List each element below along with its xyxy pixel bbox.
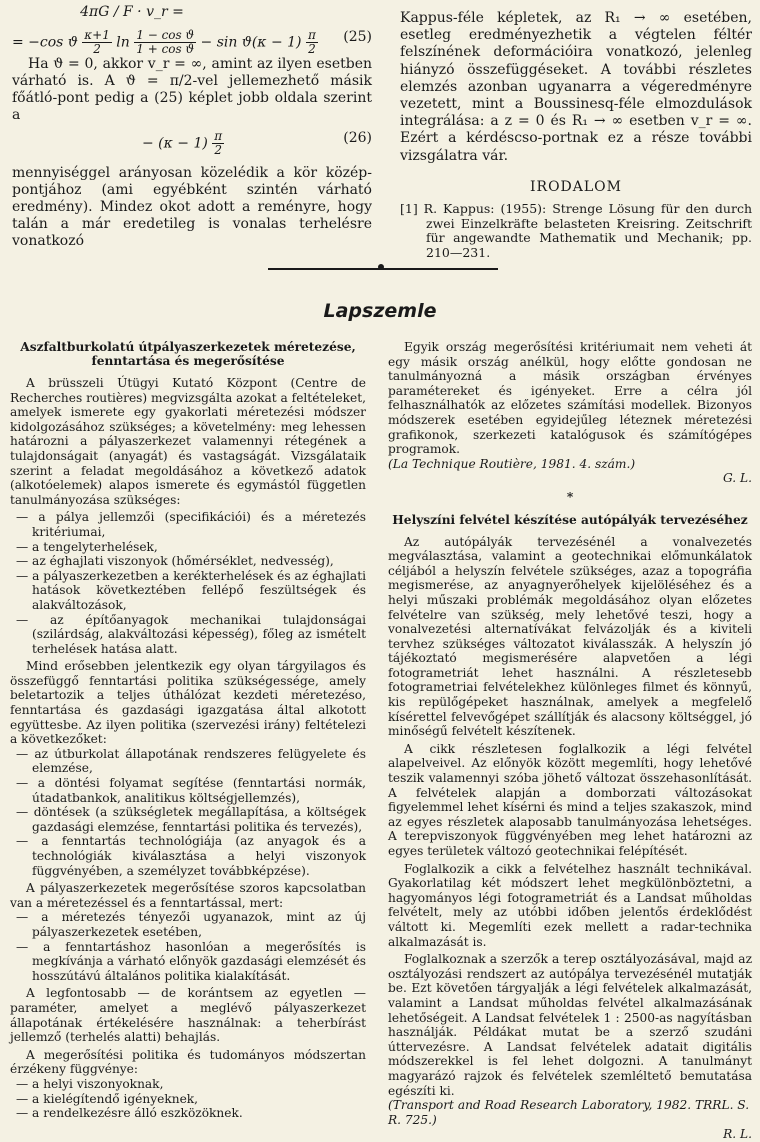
- list-item: — a pálya jellemzői (specifikációi) és a méretezés kritériumai,: [16, 510, 366, 539]
- list-item: — döntések (a szükségletek megállapítása, a költségek gazdasági elemzése, fenntartási politika és tervezés),: [16, 805, 366, 834]
- bullet-list: [10, 510, 366, 656]
- author-signature: G. L.: [722, 471, 752, 486]
- paragraph: Foglalkozik a cikk a felvételhez használt technikával. Gyakorlatilag két módszert lehet megkülönböztetni, a hagyományos légi fotogrametriát és a Landsat műholdas felvételt, mely az utóbbi időben jelentős érdeklődést váltott ki. Megemlíti ezek mellett a radar-technika alkalmazását is.: [388, 861, 752, 949]
- paragraph: Egyik ország megerősítési kritériumait nem veheti át egy másik ország anélkül, hogy előtte gondosan ne tanulmányozná a másik országban érvényes paramétereket és igényeket. Erre a célra jól felhasználhatók az előzetes számítási modellek. Bizonyos módszerek esetében egyidejűleg léteznek méretezési grafikonok, szerkezeti katalógusok és számítógépes programok.: [388, 340, 752, 457]
- section-title: Lapszemle: [323, 300, 437, 322]
- list-item: — a kielégítendő igényeknek,: [16, 1091, 199, 1106]
- author-signature: R. L.: [723, 1127, 752, 1142]
- paragraph: Foglalkoznak a szerzők a terep osztályozásával, majd az osztályozási rendszert az autópálya tervezésénél mutatják be. Ezt követően tárgyalják a légi felvételek alkalmazását, valamint a Landsat műholdas felvétel alkalmazásának lehetőségeit. A Landsat felvételek 1 : 2500-as nagyításban használják. Példákat mutat be a szerző szudáni úttervezésre. A Landsat felvételek adatait digitális módszerekkel is fel lehet dolgozni. A tanulmányt magyarázó rajzok és felvételek szemléltető bemutatása egészíti ki.: [388, 952, 752, 1098]
- list-item: — az építőanyagok mechanikai tulajdonságai (szilárdság, alakváltozási képesség), főleg az ismételt terhelések hatása alatt.: [16, 612, 366, 656]
- paragraph: A brüsszeli Útügyi Kutató Központ (Centre de Recherches routières) megvizsgálta azokat a feltételeket, amelyek ismerete egy gyakorlati méretezési módszer kidolgozásához szükséges; a követelmény: meg lehessen határozni a pályaszerkezet valamennyi rétegének a tulajdonságait (anyagát) és vastagságát. Vizsgálataik szerint a feladat megoldásához a következő adatok (alkotóelemek) alapos ismerete és egymástól független tanulmányozása szükséges:: [10, 376, 367, 507]
- article-title: Aszfaltburkolatú útpályaszerkezetek méretezése, fenntartása és megerősítése: [20, 340, 356, 368]
- article1-column: [10, 340, 366, 1121]
- article-source: (Transport and Road Research Laboratory, 1982. TRRL. S. R. 725.): [388, 1098, 750, 1127]
- paragraph: Kappus-féle képletek, az R₁ → ∞ esetében, esetleg eredményezhetik a végtelen féltér felszínének deformációira vonatkozó, jelenleg hiányzó összefüggéseket. A további részletes elemzés azonban ugyanarra a végeredményre vezetett, mint a Boussinesq-féle elmozdulások integrálása: a z = 0 és R₁ → ∞ esetben v_r = ∞. Ezért a kérdéscso-portnak ez a része további vizsgálatra vár.: [400, 10, 752, 164]
- list-item: — az útburkolat állapotának rendszeres felügyelete és elemzése,: [16, 746, 366, 776]
- article2-column: [388, 340, 752, 1142]
- list-item: — a pályaszerkezetben a kerékterhelések és az éghajlati hatások következtében fellépő feszültségek és alakváltozások,: [16, 568, 366, 612]
- article-separator: *: [566, 489, 574, 504]
- top-right-column: [400, 10, 752, 260]
- paragraph: A cikk részletesen foglalkozik a légi felvétel alapelveivel. Az előnyök között megemlíti, hogy lehetővé teszik valamennyi szóba jöhető változat összehasonlítását. A felvételek alapján a domborzati változásokat figyelemmel lehet kísérni és mind a teljes szakaszok, mind az egyes részletek alaposabb tanulmányozása lehetséges. A terepviszonyok függvényében meg lehet határozni az egyes területek változó geotechnikai felépítését.: [388, 741, 752, 858]
- list-item: — a méretezés tényezői ugyanazok, mint az új pályaszerkezetek esetében,: [16, 910, 366, 939]
- list-item: — a helyi viszonyoknak,: [16, 1076, 164, 1091]
- equation-number: (26): [343, 130, 372, 146]
- paragraph: mennyiséggel arányosan közelédik a kör közép-pontjához (ami egyébként szintén várható eredmény). Mindez okot adott a reményre, hogy talán a már eredetileg is vonalas terhelésre vonatkozó: [12, 165, 372, 249]
- bullet-list: [10, 747, 366, 878]
- paragraph: A pályaszerkezetek megerősítése szoros kapcsolatban van a méretezéssel és a fenntartással, mert:: [10, 881, 366, 910]
- paragraph: A legfontosabb — de korántsem az egyetlen — paraméter, amelyet a meglévő pályaszerkezet állapotának értékelésére használnak: a teherbírást jellemző (terhelés alatti) behajlás.: [10, 986, 366, 1045]
- paragraph: Mind erősebben jelentkezik egy olyan tárgyilagos és összefüggő fenntartási politika szükségessége, amely beletartozik a teljes úthálózat kezdeti méretezéso, fenntartása és gazdasági igazgatása által alkotott együttesbe. Az ilyen politika (szervezési irány) feltételezi a következőket:: [10, 659, 366, 747]
- equation-26: − (κ − 1) $\frac{\pi}{2}$ (26): [142, 129, 372, 157]
- equation-top: 4πG / F · v_r =: [80, 4, 184, 20]
- paragraph: Ha ϑ = 0, akkor v_r = ∞, amint az ilyen esetben várható is. A ϑ = π/2-vel jellemezhető másik főátló-pont pedig a (25) képlet jobb oldala szerint a: [12, 56, 372, 123]
- equation-number: (25): [343, 29, 372, 45]
- references-heading: IRODALOM: [530, 178, 622, 195]
- equation-25: = −cos ϑ $\frac{\kappa+1}{2}$ ln $\frac{\text{1 − cos ϑ}}{\text{1 + cos ϑ}}$ − sin ϑ(κ − 1) $\frac{\pi}{2}$ (25): [12, 28, 372, 56]
- bullet-list: [10, 1077, 366, 1121]
- paragraph: Az autópályák tervezésénél a vonalvezetés megválasztása, valamint a geotechnikai előmunkálatok céljából a helyszín felvétele szükséges, azaz a topográfia megismerése, az anyagnyerőhelyek kijelöléséhez és a helyi műszaki problémák megoldásához olyan előzetes felvételre van szükség, mely lehetővé teszi, hogy a vonalvezetési alternatívákat felvázolják és a kiviteli tervhez szükséges változatot kiválasszák. A helyszín jó tájékoztató megismerésére alapvetően a légi fotogrametriát lehet használni. A részletesebb fotogrametriai felvételekhez különleges filmet és könnyű, kis repülőgépeket használnak, amelyek a megfelelő kísérettel felvevőgépet szállítják és alacsony költséggel, jó minőségű felvételt készítenek.: [388, 534, 752, 739]
- article-title: Helyszíni felvétel készítése autópályák tervezéséhez: [392, 512, 748, 527]
- top-left-column: [12, 4, 372, 250]
- paragraph: A megerősítési politika és tudományos módszertan érzékeny függvénye:: [10, 1047, 366, 1077]
- reference-item: [1] R. Kappus: (1955): Strenge Lösung für den durch zwei Einzelkräfte belasteten Kreisring. Zeitschrift für angewandte Mathematik und Mechanik; pp. 210—231.: [400, 201, 752, 260]
- article-source: (La Technique Routière, 1981. 4. szám.): [388, 456, 636, 471]
- list-item: — a rendelkezésre álló eszközöknek.: [16, 1106, 243, 1121]
- list-item: — az éghajlati viszonyok (hőmérséklet, nedvesség),: [16, 554, 334, 569]
- list-item: — a tengelyterhelések,: [16, 539, 158, 554]
- bullet-list: [10, 910, 366, 983]
- list-item: — a fenntartás technológiája (az anyagok és a technológiák kiválasztása a helyi viszonyok függvényében, a személyzet továbbképzése).: [16, 834, 366, 878]
- list-item: — a fenntartáshoz hasonlóan a megerősítés is megkívánja a várható előnyök gazdasági elemzését és hosszútávú általános politika kialakítását.: [16, 939, 366, 983]
- divider-ornament: [378, 264, 384, 270]
- list-item: — a döntési folyamat segítése (fenntartási normák, útadatbankok, analitikus költségjellemzés),: [16, 776, 366, 805]
